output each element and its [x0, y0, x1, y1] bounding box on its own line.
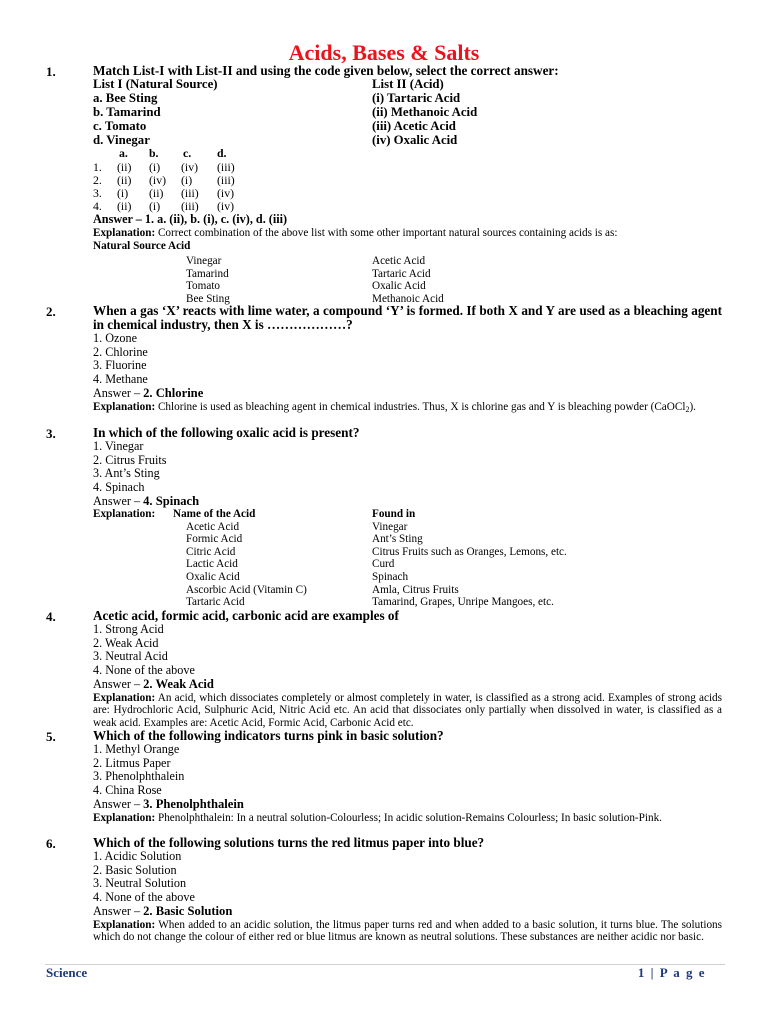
code-heading: b.	[149, 146, 159, 161]
explanation-end: ).	[689, 400, 696, 413]
code-heading: d.	[217, 146, 227, 161]
footer-subject: Science	[46, 965, 88, 980]
list1-heading: List I (Natural Source)	[93, 77, 218, 91]
answer-value: 2. Weak Acid	[143, 676, 214, 691]
code-cell: (i)	[117, 186, 129, 201]
page-title: Acids, Bases & Salts	[288, 40, 480, 65]
list1-item: b. Tamarind	[93, 104, 161, 119]
table-cell: Citrus Fruits such as Oranges, Lemons, etc.	[372, 545, 567, 558]
option: 2. Litmus Paper	[93, 755, 171, 770]
list2-item: (i) Tartaric Acid	[372, 90, 461, 105]
explanation-label: Explanation:	[93, 691, 156, 704]
option: 1. Methyl Orange	[93, 742, 180, 756]
table-heading: Name of the Acid	[173, 508, 256, 520]
footer-page-number: 1 | P a g e	[637, 965, 706, 980]
question-text: Which of the following solutions turns the red litmus paper into blue?	[93, 835, 485, 850]
source-acid-table	[0, 255, 768, 305]
table-cell: Tamarind	[186, 267, 229, 280]
table-heading: Natural Source Acid	[93, 239, 191, 252]
question-number: 5.	[46, 729, 56, 744]
code-cell: (iv)	[149, 172, 167, 187]
option: 2. Basic Solution	[93, 862, 177, 877]
table-cell: Acetic Acid	[372, 255, 426, 267]
explanation	[93, 401, 722, 414]
table-cell: Citric Acid	[186, 545, 236, 558]
answer-prefix: Answer –	[93, 903, 144, 918]
list2-item: (iii) Acetic Acid	[372, 118, 456, 133]
code-cell: (ii)	[117, 172, 132, 187]
code-cell: (i)	[181, 172, 193, 187]
explanation-text: Correct combination of the above list with some other important natural sources containing acids is as:	[157, 227, 618, 240]
table-cell: Tamarind, Grapes, Unripe Mangoes, etc.	[372, 596, 554, 609]
answer-prefix: Answer –	[93, 676, 144, 691]
option: 4. None of the above	[93, 890, 195, 905]
answer-line	[93, 678, 722, 692]
question-text: When a gas ‘X’ reacts with lime water, a compound ‘Y’ is formed. If both X and Y are used as a bleaching agent in chemical industry, then X is ………………?	[93, 303, 722, 332]
table-heading: Found in	[372, 508, 416, 520]
explanation-label: Explanation:	[93, 227, 156, 240]
question-number: 4.	[46, 609, 56, 624]
option: 2. Citrus Fruits	[93, 452, 167, 467]
explanation	[93, 692, 722, 730]
question-2	[93, 304, 722, 413]
option: 4. None of the above	[93, 663, 195, 678]
code-option-number: 1.	[93, 159, 102, 174]
option: 3. Neutral Solution	[93, 876, 187, 891]
list1-item: a. Bee Sting	[93, 90, 158, 105]
answer-prefix: Answer –	[93, 385, 144, 400]
explanation-text: Chlorine is used as bleaching agent in chemical industries. Thus, X is chlorine gas and Y is bleaching powder (CaOCl	[157, 400, 686, 413]
answer-line: Answer – 1. a. (ii), b. (i), c. (iv), d. (iii)	[93, 212, 288, 227]
answer-codes	[93, 147, 722, 213]
table-cell: Lactic Acid	[186, 558, 238, 571]
answer-prefix: Answer –	[93, 796, 144, 811]
option: 1. Strong Acid	[93, 622, 164, 636]
table-cell: Formic Acid	[186, 533, 243, 546]
question-text: Match List-I with List-II and using the code given below, select the correct answer:	[93, 63, 559, 78]
option: 3. Phenolphthalein	[93, 769, 185, 784]
table-cell: Acetic Acid	[186, 520, 240, 533]
option: 1. Vinegar	[93, 439, 144, 453]
explanation	[93, 919, 722, 944]
code-option-number: 3.	[93, 186, 102, 201]
code-cell: (i)	[149, 159, 161, 174]
code-cell: (ii)	[117, 159, 132, 174]
list2-heading: List II (Acid)	[372, 77, 444, 91]
footer-divider	[45, 964, 725, 965]
question-6	[93, 836, 722, 944]
explanation-text: When added to an acidic solution, the litmus paper turns red and when added to a basic solution, it turns blue. The solutions which do not change the colour of either red or blue litmus are known as neutral solutions. These substances are neither acidic nor basic.	[93, 918, 722, 944]
table-cell: Oxalic Acid	[186, 570, 240, 583]
table-cell: Ascorbic Acid (Vitamin C)	[186, 583, 307, 596]
code-cell: (i)	[149, 199, 161, 214]
list1-item: d. Vinegar	[93, 132, 150, 147]
option: 2. Weak Acid	[93, 635, 159, 650]
code-heading: c.	[183, 146, 192, 161]
code-option-number: 4.	[93, 199, 102, 214]
question-text: Which of the following indicators turns pink in basic solution?	[93, 728, 444, 743]
option: 4. Spinach	[93, 480, 145, 495]
option: 2. Chlorine	[93, 344, 148, 359]
table-cell: Spinach	[372, 570, 409, 583]
table-cell: Ant’s Sting	[372, 533, 423, 546]
question-text: In which of the following oxalic acid is present?	[93, 425, 360, 440]
answer-line	[93, 387, 722, 401]
option: 4. Methane	[93, 372, 148, 387]
option: 1. Acidic Solution	[93, 849, 182, 863]
question-3	[93, 426, 722, 509]
table-cell: Tartaric Acid	[372, 267, 431, 280]
code-heading: a.	[119, 146, 128, 161]
question-number: 1.	[46, 64, 56, 79]
option: 1. Ozone	[93, 331, 137, 345]
answer-line	[93, 495, 722, 509]
option: 4. China Rose	[93, 783, 162, 798]
question-number: 3.	[46, 426, 56, 441]
table-cell: Bee Sting	[186, 292, 230, 305]
answer-value: 4. Spinach	[143, 493, 200, 508]
question-number: 6.	[46, 836, 56, 851]
code-cell: (ii)	[149, 186, 164, 201]
acid-found-table	[0, 508, 768, 609]
code-cell: (iii)	[181, 199, 199, 214]
code-cell: (iv)	[181, 159, 199, 174]
answer-value: 3. Phenolphthalein	[143, 796, 244, 811]
code-cell: (ii)	[117, 199, 132, 214]
table-cell: Curd	[372, 558, 395, 571]
answer-line	[93, 905, 722, 919]
code-cell: (iv)	[217, 186, 235, 201]
list2-item: (ii) Methanoic Acid	[372, 104, 478, 119]
list2-item: (iv) Oxalic Acid	[372, 132, 458, 147]
table-cell: Tomato	[186, 280, 221, 293]
code-cell: (iii)	[181, 186, 199, 201]
option: 3. Neutral Acid	[93, 649, 168, 664]
code-cell: (iii)	[217, 172, 235, 187]
table-cell: Amla, Citrus Fruits	[372, 583, 459, 596]
code-option-number: 2.	[93, 172, 102, 187]
table-cell: Vinegar	[186, 255, 222, 267]
question-4	[93, 609, 722, 729]
answer-line	[93, 798, 722, 812]
table-cell: Oxalic Acid	[372, 280, 426, 293]
code-cell: (iii)	[217, 159, 235, 174]
explanation-label: Explanation:	[93, 400, 156, 413]
list1-item: c. Tomato	[93, 118, 147, 133]
explanation-text: An acid, which dissociates completely or almost completely in water, is classified as a strong acid. Examples of strong acids are: Hydrochloric Acid, Sulphuric Acid, Nitric Acid etc. An acid that dissociates only partially when dissolved in water, is classified as a weak acid. Examples are: Acetic Acid, Formic Acid, Carbonic Acid etc.	[93, 691, 723, 729]
code-cell: (iv)	[217, 199, 235, 214]
explanation	[93, 227, 722, 240]
table-cell: Vinegar	[372, 520, 408, 533]
match-lists	[93, 78, 722, 147]
explanation-label: Explanation:	[93, 508, 156, 520]
explanation-text: Phenolphthalein: In a neutral solution-Colourless; In acidic solution-Remains Colourless; In basic solution-Pink.	[157, 811, 662, 824]
explanation	[93, 812, 722, 825]
answer-prefix: Answer –	[93, 493, 144, 508]
subscript: 2	[685, 404, 690, 414]
question-text: Acetic acid, formic acid, carbonic acid are examples of	[93, 608, 399, 623]
question-5	[93, 729, 722, 824]
option: 3. Fluorine	[93, 358, 147, 373]
table-cell: Tartaric Acid	[186, 596, 245, 609]
explanation-label: Explanation:	[93, 918, 156, 931]
answer-value: 2. Chlorine	[143, 385, 204, 400]
option: 3. Ant’s Sting	[93, 466, 160, 481]
explanation-label: Explanation:	[93, 811, 156, 824]
question-number: 2.	[46, 304, 56, 319]
table-cell: Methanoic Acid	[372, 292, 444, 305]
answer-value: 2. Basic Solution	[143, 903, 233, 918]
question-1	[93, 64, 722, 252]
